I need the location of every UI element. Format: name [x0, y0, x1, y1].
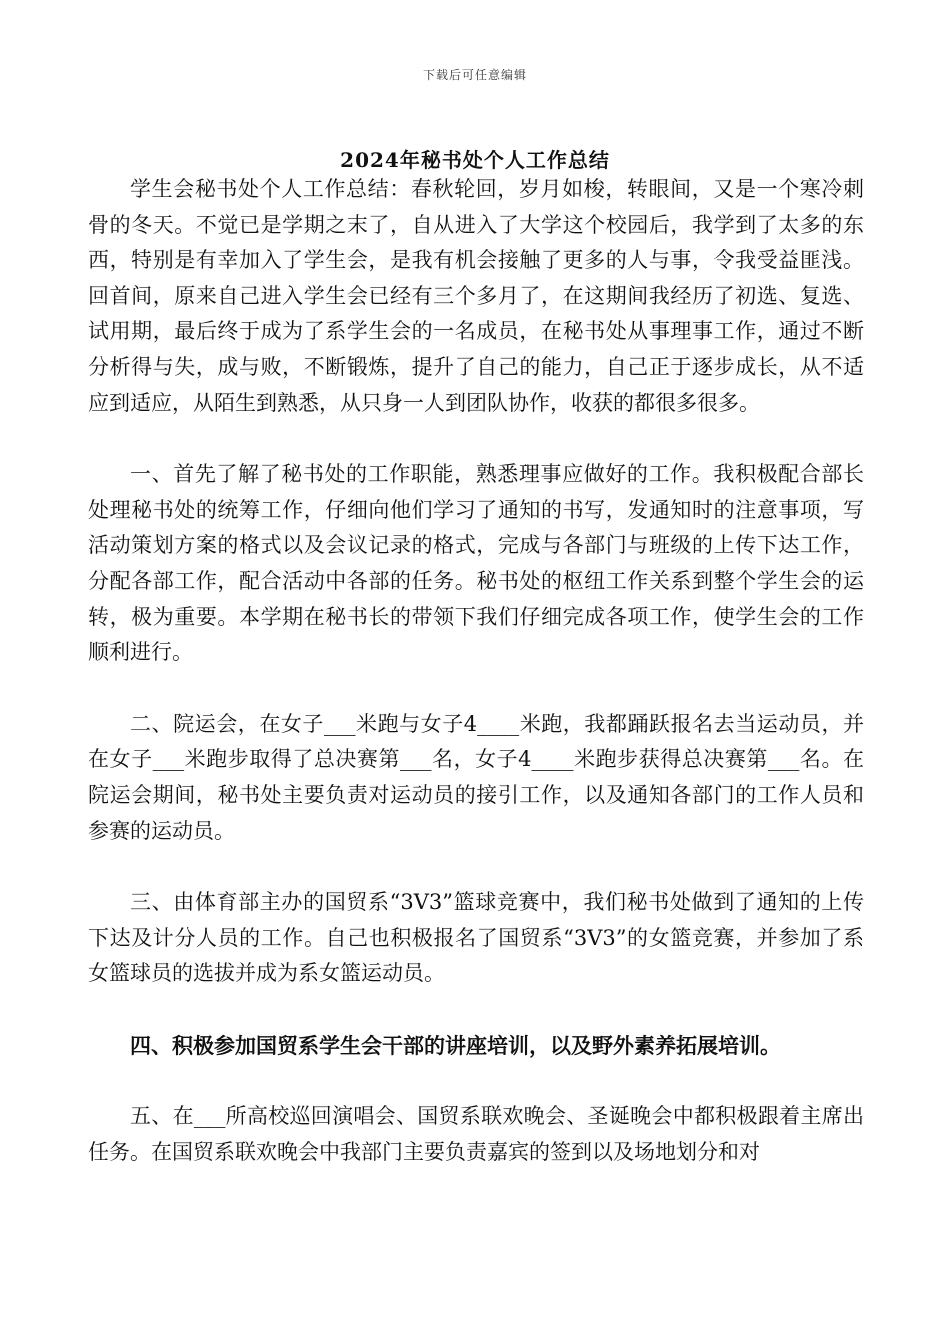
document-body [88, 172, 864, 1171]
paragraph-item-2: 二、院运会，在女子___米跑与女子4____米跑，我都踊跃报名去当运动员，并在女子___米跑步取得了总决赛第___名，女子4____米跑步获得总决赛第___名。在院运会期间，秘书处主要负责对运动员的接引工作，以及通知各部门的工作人员和参赛的运动员。 [88, 711, 864, 843]
document-title: 2024年秘书处个人工作总结 [340, 148, 610, 172]
paragraph-item-5: 五、在___所高校巡回演唱会、国贸系联欢晚会、圣诞晚会中都积极跟着主席出任务。在国贸系联欢晚会中我部门主要负责嘉宾的签到以及场地划分和对 [88, 1104, 864, 1165]
paragraph-item-3: 三、由体育部主办的国贸系“3V3”篮球竞赛中，我们秘书处做到了通知的上传下达及计分人员的工作。自己也积极报名了国贸系“3V3”的女篮竞赛，并参加了系女篮球员的选拔并成为系女篮运动员。 [88, 890, 864, 986]
paragraph-item-1: 一、首先了解了秘书处的工作职能，熟悉理事应做好的工作。我积极配合部长处理秘书处的统筹工作，仔细向他们学习了通知的书写，发通知时的注意事项，写活动策划方案的格式以及会议记录的格式，完成与各部门与班级的上传下达工作，分配各部工作，配合活动中各部的任务。秘书处的枢纽工作关系到整个学生会的运转，极为重要。本学期在秘书长的带领下我们仔细完成各项工作，使学生会的工作顺利进行。 [88, 462, 864, 665]
paragraph-intro: 学生会秘书处个人工作总结：春秋轮回，岁月如梭，转眼间，又是一个寒冷刺骨的冬天。不觉已是学期之末了，自从进入了大学这个校园后，我学到了太多的东西，特别是有幸加入了学生会，是我有机会接触了更多的人与事，令我受益匪浅。回首间，原来自己进入学生会已经有三个多月了，在这期间我经历了初选、复选、试用期，最后终于成为了系学生会的一名成员，在秘书处从事理事工作，通过不断分析得与失，成与败，不断锻炼，提升了自己的能力，自己正于逐步成长，从不适应到适应，从陌生到熟悉，从只身一人到团队协作，收获的都很多很多。 [88, 177, 864, 415]
page-header-note: 下载后可任意编辑 [422, 68, 527, 82]
paragraph-item-4: 四、积极参加国贸系学生会干部的讲座培训，以及野外素养拓展培训。 [130, 1032, 781, 1058]
